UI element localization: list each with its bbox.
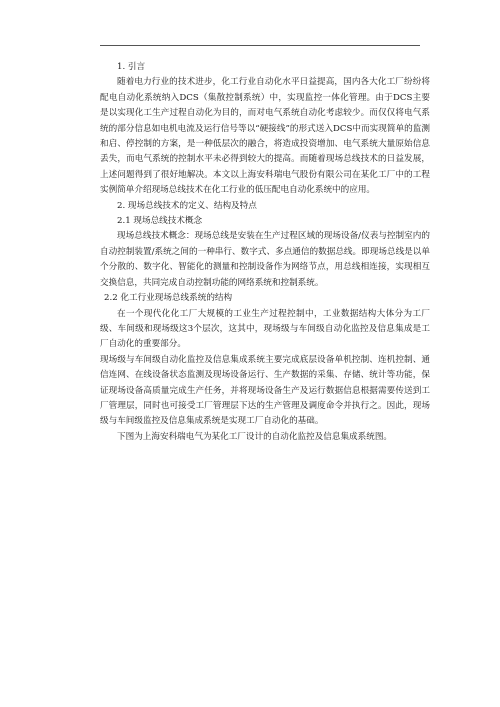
header-rule (100, 45, 420, 46)
section-heading-introduction: 1. 引言 (117, 62, 146, 72)
subsection-heading-structure: 2.2 化工行业现场总线系统的结构 (104, 293, 233, 304)
document-body (100, 60, 430, 445)
section-heading-fieldbus: 2. 现场总线技术的定义、结构及特点 (117, 200, 257, 211)
structure-paragraph-2: 现场级与车间级自动化监控及信息集成系统主要完成底层设备单机控制、连机控制、通信连网、在线设备状态监测及现场设备运行、生产数据的采集、存储、统计等功能，保证现场设备高质量完成生产任务，并将现场设备生产及运行数据信息根据需要传送到工厂管理层，同时也可接受工厂管理层下达的生产管理及调度命令并执行之。因此，现场级与车间级监控及信息集成系统是实现工厂自动化的基础。 (100, 354, 430, 427)
structure-paragraph-1: 在一个现代化化工厂大规模的工业生产过程控制中，工业数据结构大体分为工厂级、车间级和现场级这3个层次，这其中，现场级与车间级自动化监控及信息集成是工厂自动化的重要部分。 (100, 308, 430, 350)
introduction-paragraph: 随着电力行业的技术进步，化工行业自动化水平日益提高，国内各大化工厂纷纷将配电自动化系统纳入DCS（集散控制系统）中，实现监控一体化管理。由于DCS主要是以实现化工生产过程自动化为目的，而对电气系统自动化考虑较少。而仅仅将电气系统的部分信息如电机电流及运行信号等以“硬接线”的形式送入DCS中而实现简单的监测和启、停控制的方案，是一种低层次的融合，将造成投资增加、电气系统大量原始信息丢失，而电气系统的控制水平未必得到较大的提高。而随着现场总线技术的日益发展，上述问题得到了很好地解决。本文以上海安科瑞电气股份有限公司在某化工厂中的工程实例简单介绍现场总线技术在化工行业的低压配电自动化系统中的应用。 (100, 77, 430, 196)
subsection-heading-concept: 2.1 现场总线技术概念 (117, 216, 203, 227)
structure-paragraph-3: 下图为上海安科瑞电气为某化工厂设计的自动化监控及信息集成系统图。 (117, 431, 393, 442)
concept-paragraph: 现场总线技术概念：现场总线是安装在生产过程区域的现场设备/仪表与控制室内的自动控制装置/系统之间的一种串行、数字式、多点通信的数据总线。即现场总线是以单个分散的、数字化、智能化的测量和控制设备作为网络节点，用总线相连接，实现相互交换信息，共同完成自动控制功能的网络系统和控制系统。 (100, 231, 430, 288)
